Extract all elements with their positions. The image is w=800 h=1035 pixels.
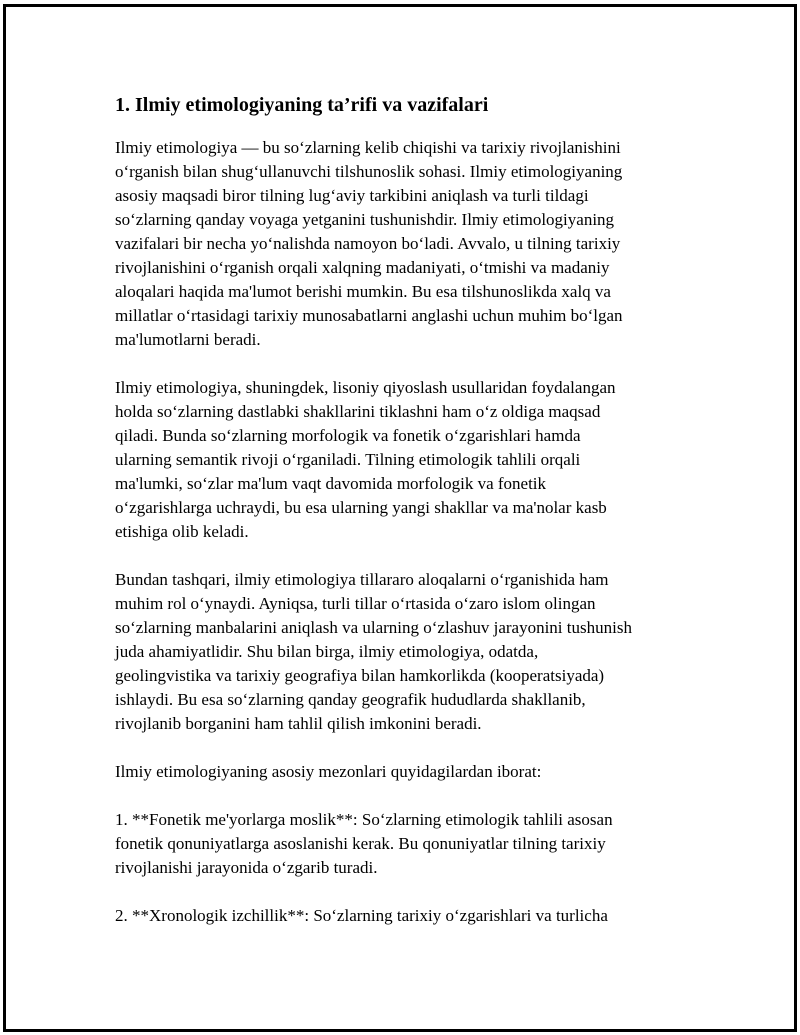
section-heading: 1. Ilmiy etimologiyaning ta’rifi va vazifalari bbox=[115, 94, 489, 116]
paragraph-comparative-method: Ilmiy etimologiya, shuningdek, lisoniy qiyoslash usullaridan foydalangan holda so‘zlarning dastlabki shakllarini tiklashni ham o‘z oldiga maqsad qiladi. Bunda so‘zlarning morfologik va fonetik o‘zgarishlari hamda ularning semantik rivoji o‘rganiladi. Tilning etimologik tahlili orqali ma'lumki, so‘zlar ma'lum vaqt davomida morfologik va fonetik o‘zgarishlarga uchraydi, bu esa ularning yangi shakllar va ma'nolar kasb etishiga olib keladi. bbox=[115, 378, 616, 541]
document-body bbox=[115, 92, 695, 952]
paragraph-interlingual-relations: Bundan tashqari, ilmiy etimologiya tillararo aloqalarni o‘rganishida ham muhim rol o‘ynaydi. Ayniqsa, turli tillar o‘rtasida o‘zaro islom olingan so‘zlarning manbalarini aniqlash va ularning o‘zlashuv jarayonini tushunish juda ahamiyatlidir. Shu bilan birga, ilmiy etimologiya, odatda, geolingvistika va tarixiy geografiya bilan hamkorlikda (kooperatsiyada) ishlaydi. Bu esa so‘zlarning qanday geografik hududlarda shakllanib, rivojlanib borganini ham tahlil qilish imkonini beradi. bbox=[115, 570, 632, 733]
list-item-chronological: 2. **Xronologik izchillik**: So‘zlarning tarixiy o‘zgarishlari va turlicha bbox=[115, 906, 608, 925]
list-item-phonetic: 1. **Fonetik me'yorlarga moslik**: So‘zlarning etimologik tahlili asosan fonetik qonuniyatlarga asoslanishi kerak. Bu qonuniyatlar tilning tarixiy rivojlanishi jarayonida o‘zgarib turadi. bbox=[115, 810, 613, 877]
paragraph-criteria-intro: Ilmiy etimologiyaning asosiy mezonlari quyidagilardan iborat: bbox=[115, 762, 542, 781]
paragraph-definition: Ilmiy etimologiya — bu so‘zlarning kelib chiqishi va tarixiy rivojlanishini o‘rganish bilan shug‘ullanuvchi tilshunoslik sohasi. Ilmiy etimologiyaning asosiy maqsadi biror tilning lug‘aviy tarkibini aniqlash va turli tildagi so‘zlarning qanday voyaga yetganini tushunishdir. Ilmiy etimologiyaning vazifalari bir necha yo‘nalishda namoyon bo‘ladi. Avvalo, u tilning tarixiy rivojlanishini o‘rganish orqali xalqning madaniyati, o‘tmishi va madaniy aloqalari haqida ma'lumot berishi mumkin. Bu esa tilshunoslikda xalq va millatlar o‘rtasidagi tarixiy munosabatlarni anglashi uchun muhim bo‘lgan ma'lumotlarni beradi. bbox=[115, 138, 623, 349]
